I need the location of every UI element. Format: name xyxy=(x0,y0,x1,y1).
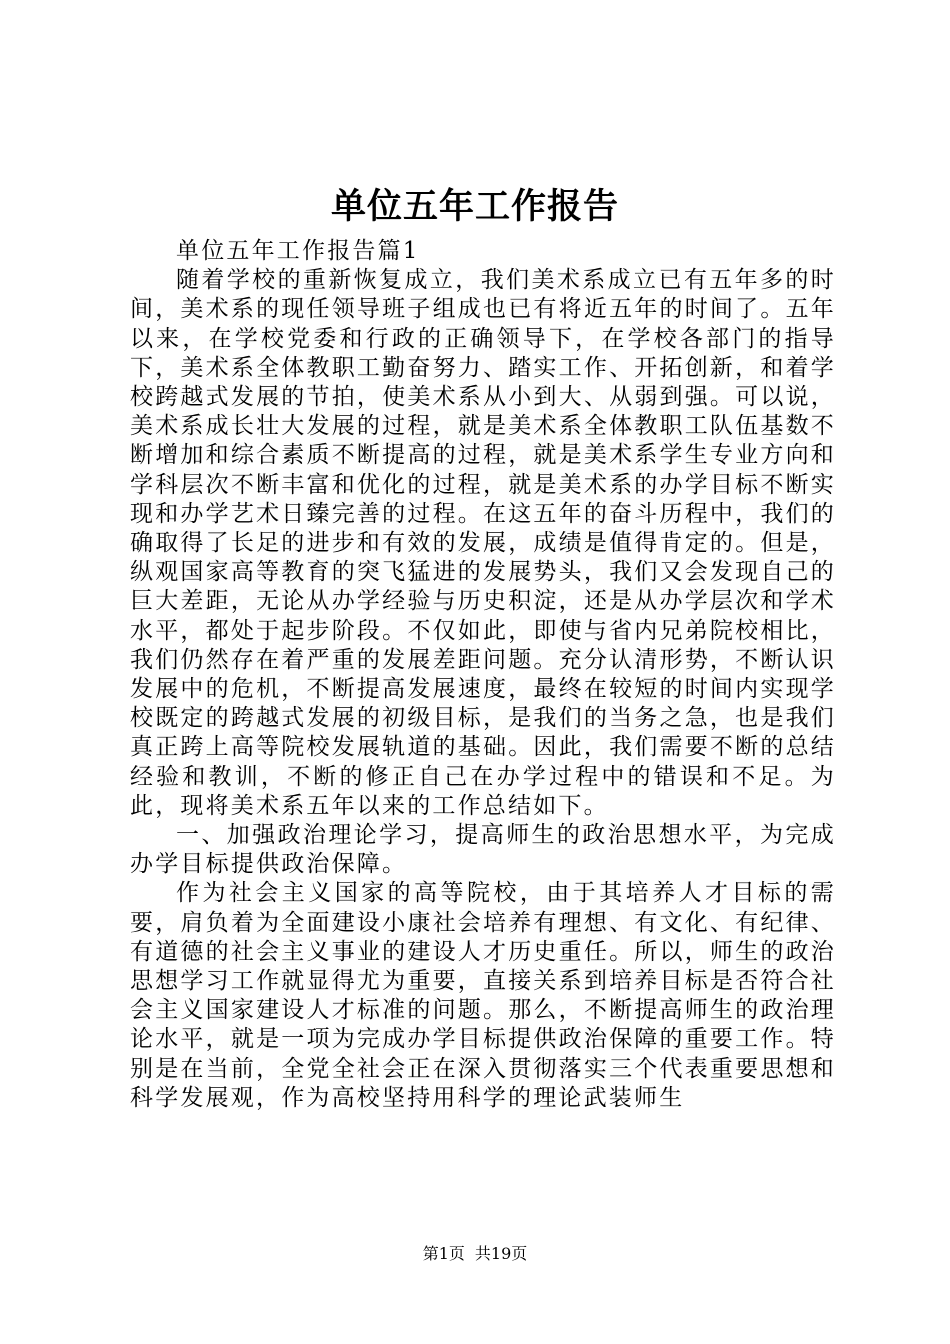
section-heading: 单位五年工作报告篇1 xyxy=(176,238,420,264)
page-total: 共19页 xyxy=(474,1244,528,1263)
document-body xyxy=(130,237,836,1113)
page-number: 第1页 xyxy=(422,1244,465,1263)
page-footer xyxy=(0,1243,950,1265)
paragraph: 一、加强政治理论学习，提高师生的政治思想水平，为完成办学目标提供政治保障。 xyxy=(130,822,836,878)
paragraph: 作为社会主义国家的高等院校，由于其培养人才目标的需要，肩负着为全面建设小康社会培养有理想、有文化、有纪律、有道德的社会主义事业的建设人才历史重任。所以，师生的政治思想学习工作就显得尤为重要，直接关系到培养目标是否符合社会主义国家建设人才标准的问题。那么，不断提高师生的政治理论水平，就是一项为完成办学目标提供政治保障的重要工作。特别是在当前，全党全社会正在深入贯彻落实三个代表重要思想和科学发展观，作为高校坚持用科学的理论武装师生 xyxy=(130,880,836,1111)
paragraph: 随着学校的重新恢复成立，我们美术系成立已有五年多的时间，美术系的现任领导班子组成也已有将近五年的时间了。五年以来，在学校党委和行政的正确领导下，在学校各部门的指导下，美术系全体教职工勤奋努力、踏实工作、开拓创新，和着学校跨越式发展的节拍，使美术系从小到大、从弱到强。可以说，美术系成长壮大发展的过程，就是美术系全体教职工队伍基数不断增加和综合素质不断提高的过程，就是美术系学生专业方向和学科层次不断丰富和优化的过程，就是美术系的办学目标不断实现和办学艺术日臻完善的过程。在这五年的奋斗历程中，我们的确取得了长足的进步和有效的发展，成绩是值得肯定的。但是，纵观国家高等教育的突飞猛进的发展势头，我们又会发现自己的巨大差距，无论从办学经验与历史积淀，还是从办学层次和学术水平，都处于起步阶段。不仅如此，即使与省内兄弟院校相比，我们仍然存在着严重的发展差距问题。充分认清形势，不断认识发展中的危机，不断提高发展速度，最终在较短的时间内实现学校既定的跨越式发展的初级目标，是我们的当务之急，也是我们真正跨上高等院校发展轨道的基础。因此，我们需要不断的总结经验和教训，不断的修正自己在办学过程中的错误和不足。为此，现将美术系五年以来的工作总结如下。 xyxy=(130,267,836,819)
document-title: 单位五年工作报告 xyxy=(330,186,619,227)
